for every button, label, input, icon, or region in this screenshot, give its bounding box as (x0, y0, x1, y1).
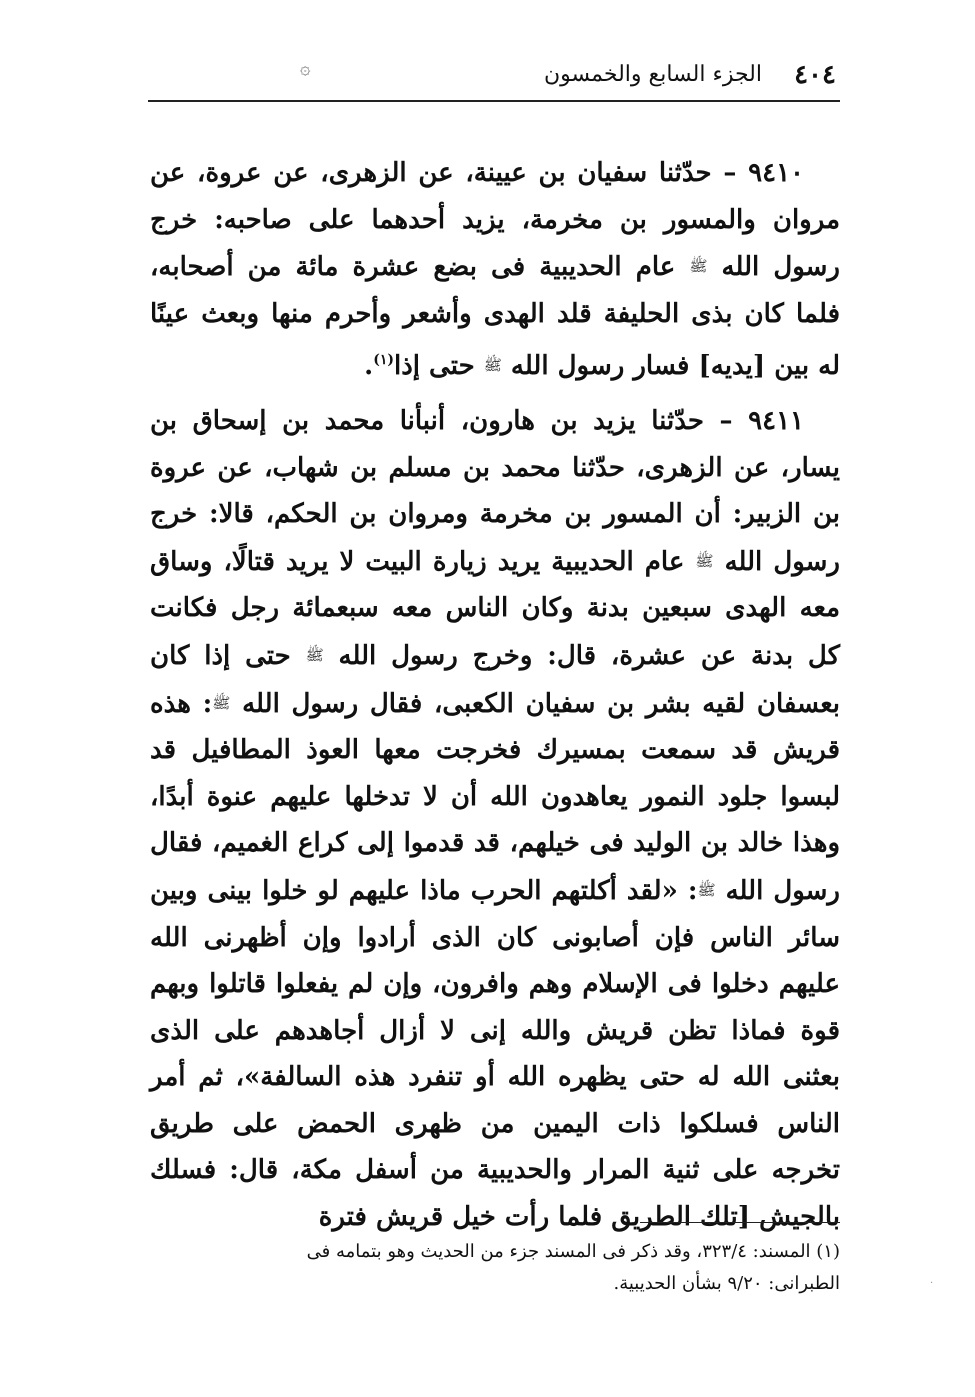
header-rule (148, 100, 840, 102)
hadith-paragraph (150, 150, 840, 390)
text-segment: – حدّثنا يزيد بن هارون، أنبأنا محمد بن إسحاق بن يسار، عن الزهرى، حدّثنا محمد بن مسلم بن شهاب، عن عروة بن الزبير: أن المسور بن مخرمة ومروان بن الحكم، قالا: خرج رسول الله (150, 405, 840, 577)
footnote-marker: (١) (373, 352, 394, 369)
footnote-line: الطبرانى: ٩/٢٠ بشأن الحديبية. (613, 1273, 840, 1294)
footnote-line: (١) المسند: ٣٢٣/٤، وقد ذكر فى المسند جزء من الحديث وهو بتمامه فى (306, 1241, 840, 1262)
honorific-icon: ﷺ (697, 880, 716, 899)
footnote (150, 1236, 840, 1300)
main-text (150, 150, 840, 1249)
text-segment: . (364, 351, 374, 382)
honorific-icon: ﷺ (483, 356, 502, 375)
hadith-number: ٩٤١٠ (748, 158, 804, 188)
text-segment: حتى إذا كان بعسفان لقيه بشر بن سفيان الكعبى، فقال رسول الله (150, 640, 840, 719)
text-segment: : «لقد أكلتهم الحرب ماذا عليهم لو خلوا بينى وبين سائر الناس فإن أصابونى كان الذى أرادوا وإن أظهرنى الله عليهم دخلوا فى الإسلام وهم وافرون، وإن لم يفعلوا قاتلوا وبهم قوة فماذا تظن قريش والله إنى لا أزال أجاهدهم على الذى بعثنى الله له حتى يظهره الله أو تنفرد هذه السالفة»، ثم أمر الناس فسلكوا ذات اليمين من ظهرى الحمض على طريق تخرجه على ثنية المرار والحديبية من أسفل مكة، قال: فسلك بالجيش [تلك الطريق فلما رأت خيل قريش فترة (150, 875, 840, 1233)
honorific-icon: ﷺ (689, 257, 708, 276)
page-header (148, 52, 840, 102)
text-segment: : هذه قريش قد سمعت بمسيرك فخرجت معها العوذ المطافيل قد لبسوا جلود النمور يعاهدون الله أن لا تدخلها عليهم عنوة أبدًا، وهذا خالد بن الوليد فى خيلهم، قد قدموا إلى كراع الغميم، فقال رسول الله (150, 688, 840, 906)
text-segment: حتى إذا (393, 351, 484, 382)
hadith-paragraph (150, 398, 840, 1241)
footnote-rule (640, 1222, 840, 1223)
honorific-icon: ﷺ (695, 551, 714, 570)
page-number: ٤٠٤ (794, 60, 836, 90)
text-segment: – حدّثنا سفيان بن عيينة، عن الزهرى، عن عروة، عن مروان والمسور بن مخرمة، يزيد أحدهما على صاحبه: خرج رسول الله (150, 158, 840, 283)
running-title: الجزء السابع والخمسون (544, 62, 762, 87)
text-segment: عام الحديبية يريد زيارة البيت لا يريد قتالًا، وساق معه الهدى سبعين بدنة وكان الناس معه سبعمائة رجل فكانت كل بدنة عن عشرة، قال: وخرج رسول الله (150, 546, 840, 671)
scan-speck: · (930, 1278, 934, 1289)
honorific-icon: ﷺ (212, 693, 231, 712)
honorific-icon: ﷺ (305, 645, 324, 664)
hadith-number: ٩٤١١ (748, 405, 804, 436)
ornament-icon: ۞ (300, 58, 311, 79)
text-segment: عام الحديبية فى بضع عشرة مائة من أصحابه، فلما كان بذى الحليفة قلد الهدى وأشعر وأحرم منها وبعث عينًا له بين [يديه] فسار رسول الله (150, 252, 840, 382)
